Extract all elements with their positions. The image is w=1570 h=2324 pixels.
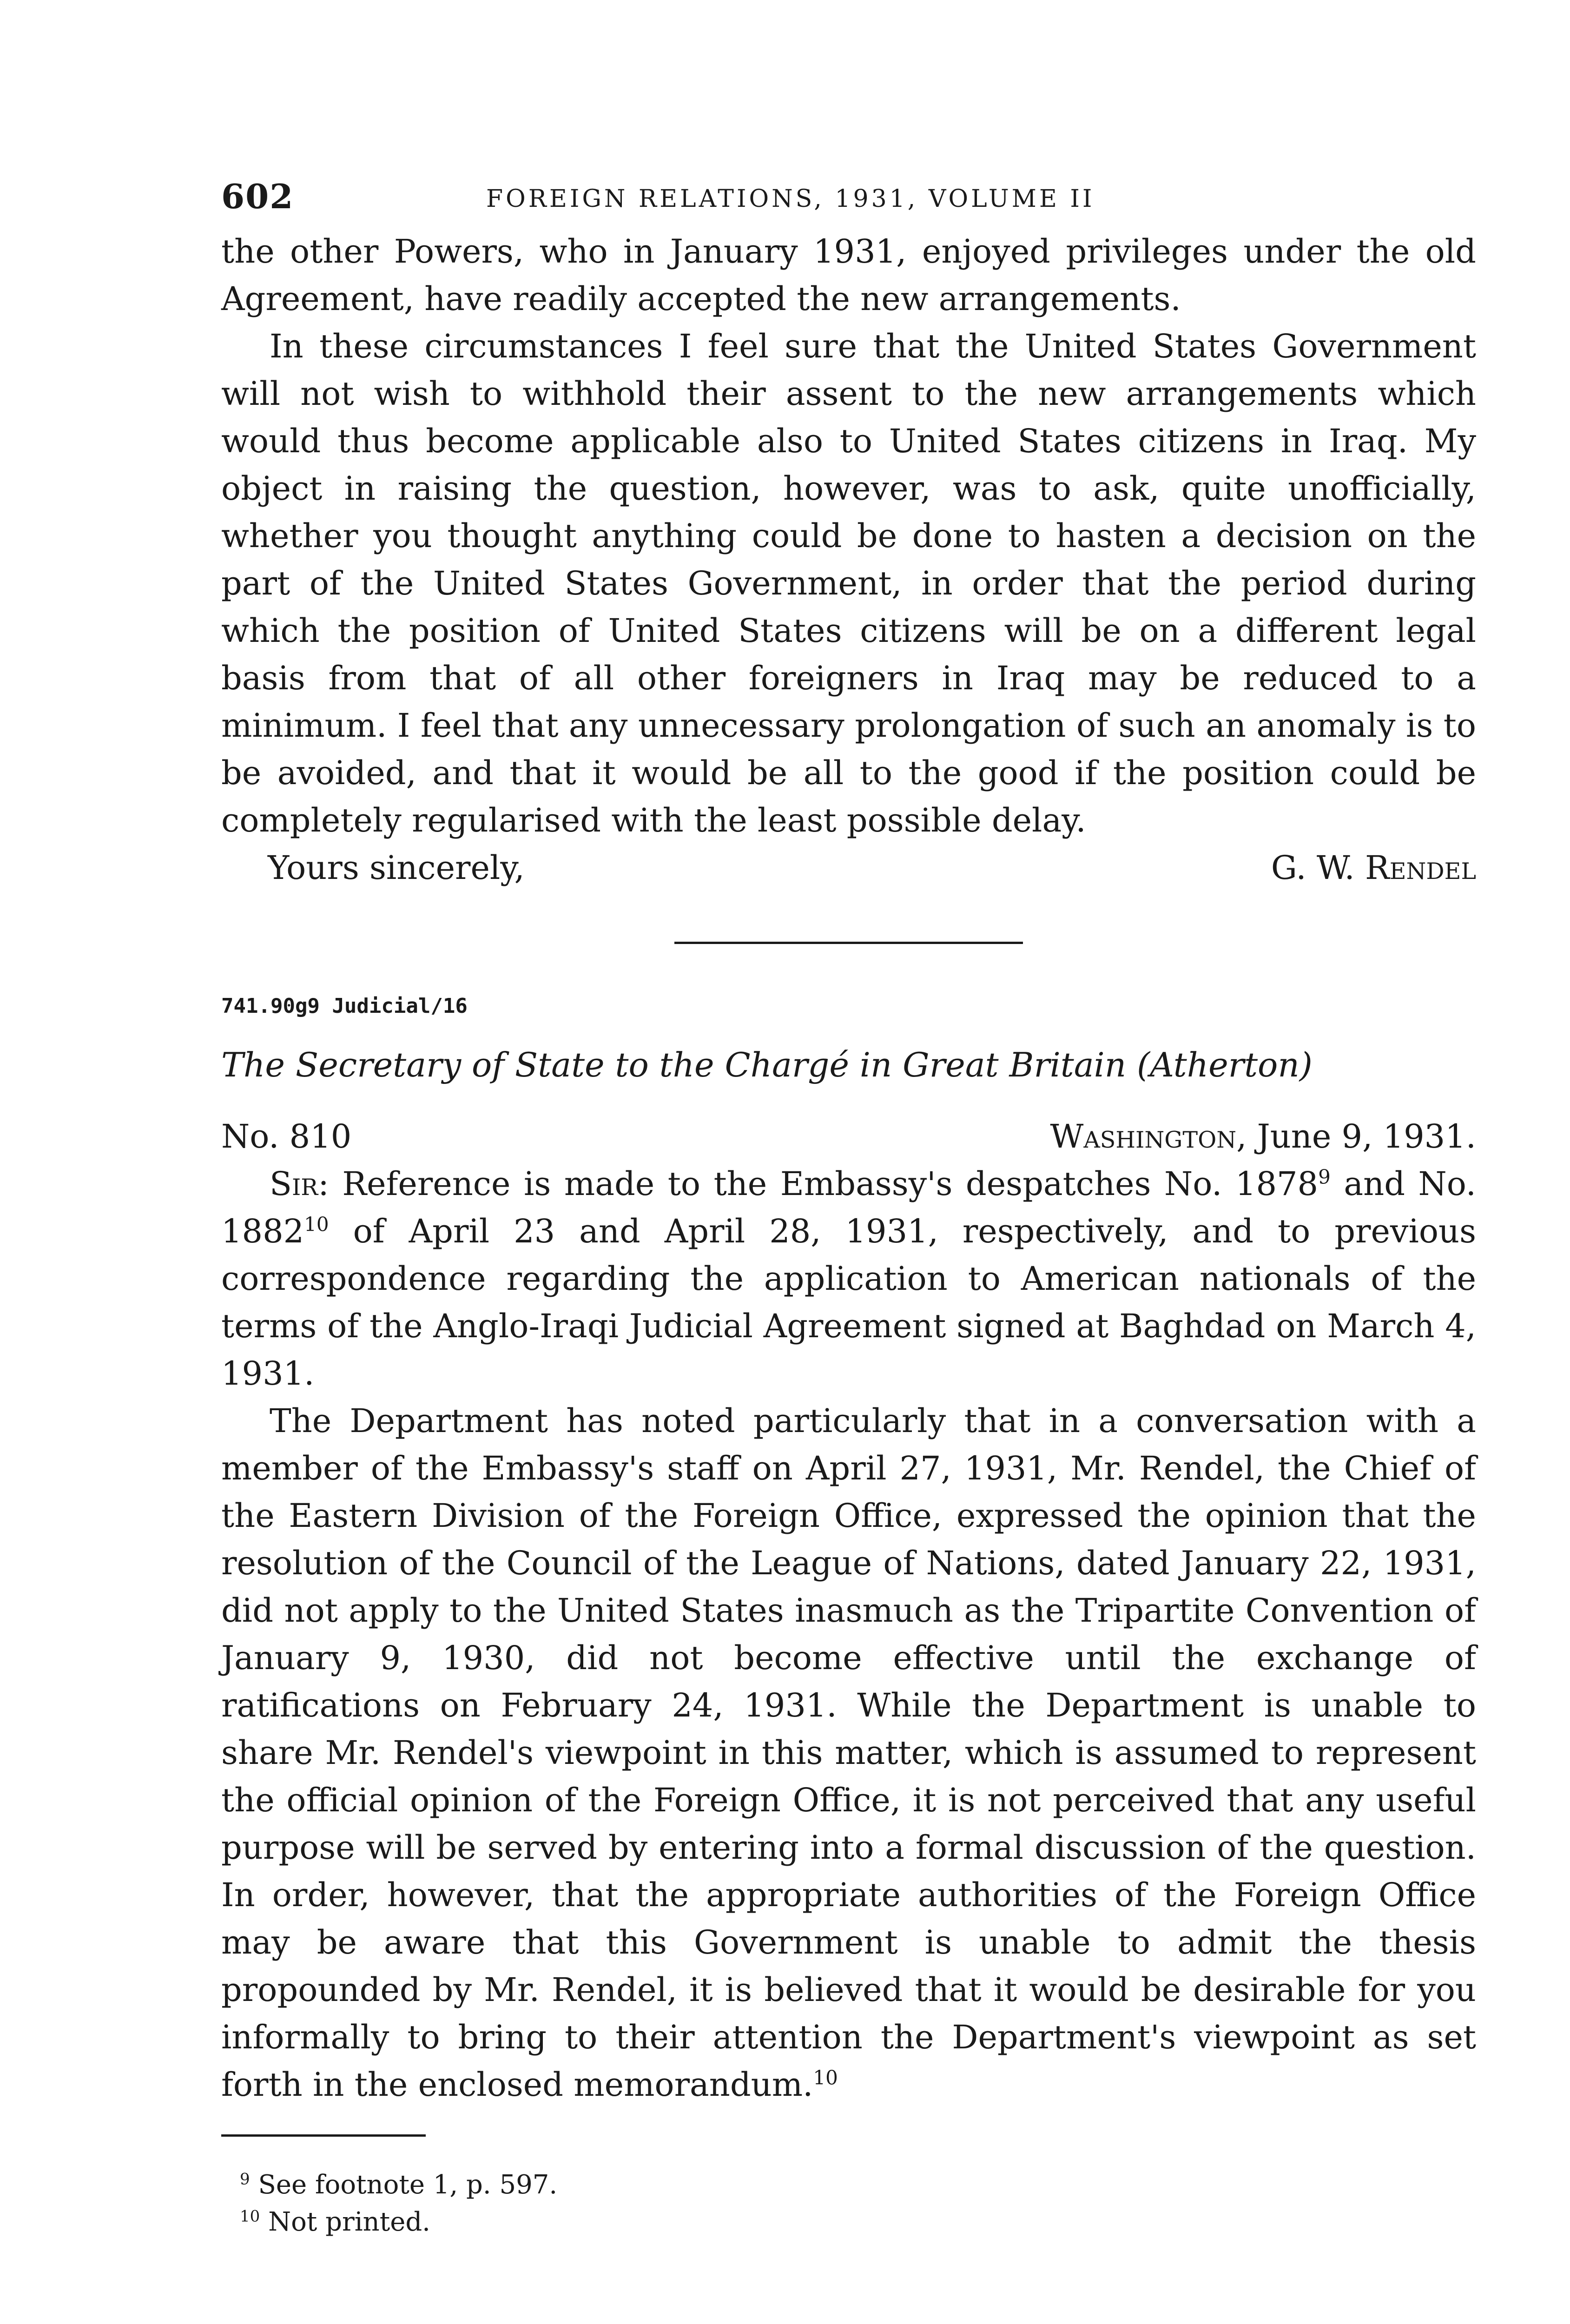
footnote-divider — [221, 2134, 426, 2137]
letter-closing: Yours sincerely, — [268, 849, 525, 887]
running-head-title: FOREIGN RELATIONS, 1931, VOLUME II — [486, 185, 1095, 213]
footnote — [240, 2204, 1476, 2241]
footnote — [240, 2166, 1476, 2204]
paragraph-text: Reference is made to the Embassy's despatches No. 1878 — [342, 1165, 1319, 1203]
footnote-text: See footnote 1, p. 597. — [258, 2170, 558, 2200]
file-number: 741.90g9 Judicial/16 — [221, 994, 468, 1018]
document-paragraph — [221, 1160, 1476, 1397]
page-number: 602 — [221, 177, 294, 216]
footnote-marker: 9 — [240, 2170, 250, 2189]
paragraph-text: and No. 1882 — [221, 1165, 1476, 1250]
date: June 9, 1931. — [1257, 1117, 1476, 1155]
dateline — [221, 1113, 1476, 1160]
letter-paragraph-continued: the other Powers, who in January 1931, enjoyed privileges under the old Agreement, have readily accepted the new arrangements. — [221, 232, 1476, 318]
salutation: Sir: — [270, 1165, 329, 1203]
document-number: No. 810 — [221, 1117, 352, 1155]
letter-signoff — [221, 844, 1476, 891]
footnote-ref: 10 — [304, 1213, 329, 1236]
running-head — [221, 177, 1476, 228]
signature-surname: Rendel — [1365, 849, 1476, 887]
footnote-text: Not printed. — [268, 2207, 430, 2237]
footnotes — [221, 2166, 1476, 2241]
section-divider — [674, 942, 1023, 944]
paragraph-text: of April 23 and April 28, 1931, respectively, and to previous correspondence regarding the application to American nationals of the terms of the Anglo-Iraqi Judicial Agreement signed at Baghdad on March 4, 1931. — [221, 1212, 1476, 1393]
paragraph-text: The Department has noted particularly that in a conversation with a member of the Embassy's staff on April 27, 1931, Mr. Rendel, the Chief of the Eastern Division of the Foreign Office, expressed the opinion that the resolution of the Council of the League of Nations, dated January 22, 1931, did not apply to the United States inasmuch as the Tripartite Convention of January 9, 1930, did not become effective until the exchange of ratifications on February 24, 1931. While the Department is unable to share Mr. Rendel's viewpoint in this matter, which is assumed to represent the official opinion of the Foreign Office, it is not perceived that any useful purpose will be served by entering into a formal discussion of the question. In order, however, that the appropriate authorities of the Foreign Office may be aware that this Government is unable to admit the thesis propounded by Mr. Rendel, it is believed that it would be desirable for you informally to bring to their attention the Department's viewpoint as set forth in the enclosed memorandum. — [221, 1402, 1476, 2104]
place: Washington, — [1050, 1117, 1247, 1155]
document-paragraph — [221, 1397, 1476, 2108]
document-title: The Secretary of State to the Chargé in Great Britain (Atherton) — [221, 1045, 1313, 1084]
signature-initials: G. W. — [1271, 849, 1355, 887]
footnote-marker: 10 — [240, 2207, 260, 2226]
footnote-ref: 9 — [1318, 1165, 1331, 1188]
document-page — [221, 177, 1476, 2241]
place-and-date — [1050, 1113, 1476, 1160]
letter-signature — [1271, 844, 1476, 891]
letter-paragraph: In these circumstances I feel sure that the United States Government will not wish to withhold their assent to the new arrangements which would thus become applicable also to United States citizens in Iraq. My object in raising the question, however, was to ask, quite unofficially, whether you thought anything could be done to hasten a decision on the part of the United States Government, in order that the period during which the position of United States citizens will be on a different legal basis from that of all other foreigners in Iraq may be reduced to a minimum. I feel that any unnecessary prolongation of such an anomaly is to be avoided, and that it would be all to the good if the position could be completely regularised with the least possible delay. — [221, 327, 1476, 839]
footnote-ref: 10 — [813, 2066, 838, 2089]
